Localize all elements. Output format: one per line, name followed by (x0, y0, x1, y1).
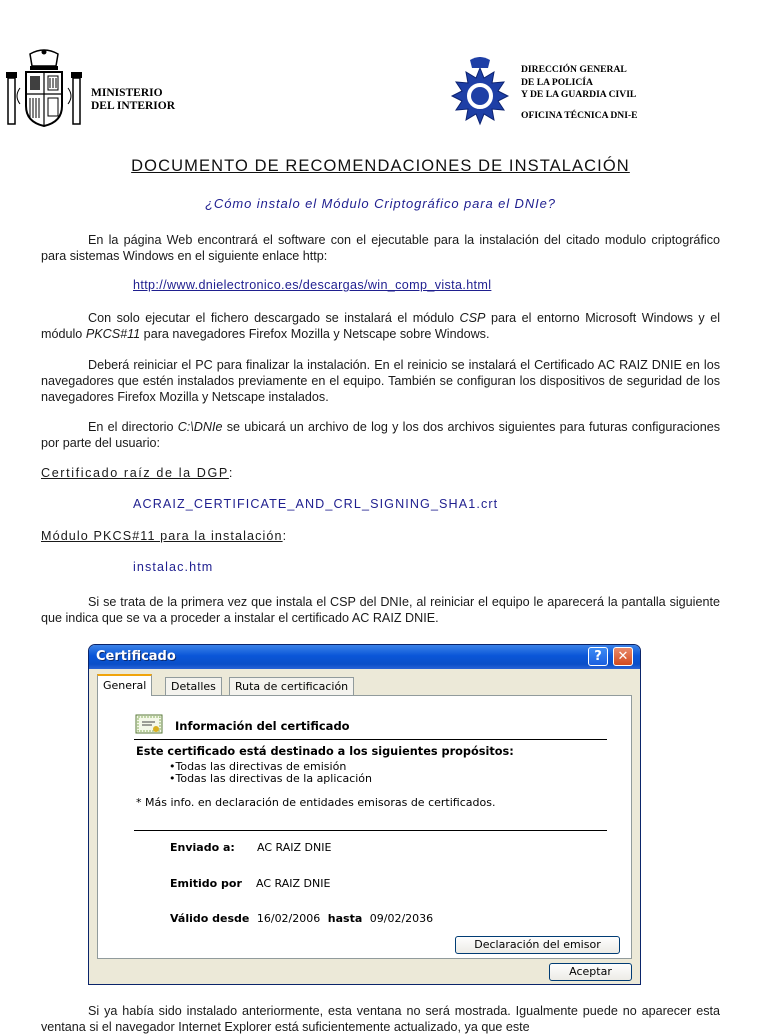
issued-to-value: AC RAIZ DNIE (257, 841, 332, 854)
valid-to-date: 09/02/2036 (369, 912, 434, 925)
paragraph-csp (41, 310, 720, 342)
paragraph-first-install-text: Si se trata de la primera vez que instala el CSP del DNIe, al reiniciar el equipo le aparecerá la pantalla siguiente que indica que se va a proceder a instalar el certificado AC RAIZ DNIE. (41, 595, 720, 625)
tab-ruta-label: Ruta de certificación (235, 680, 349, 693)
pkcs-label: Módulo PKCS#11 para la instalación (41, 529, 283, 543)
dialog-titlebar[interactable] (89, 645, 640, 669)
dg-line2: DE LA POLICÍA (521, 76, 593, 88)
download-link[interactable]: http://www.dnielectronico.es/descargas/win_comp_vista.html (133, 278, 492, 292)
issued-by-value: AC RAIZ DNIE (256, 877, 331, 890)
certificate-icon (135, 714, 163, 736)
tab-general-label: General (103, 679, 147, 692)
validity-row (170, 912, 433, 925)
policia-badge-logo (448, 56, 512, 140)
paragraph-csp-text-a: Con solo ejecutar el fichero descargado se instalará el módulo (88, 311, 460, 325)
separator-bottom (134, 830, 607, 831)
directory-path: C:\DNIe (177, 420, 223, 434)
cert-label: Certificado raíz de la DGP (41, 466, 229, 480)
purpose-item: •Todas las directivas de emisión (169, 760, 347, 773)
paragraph-csp-text-b: para el entorno Microsoft Windows y el módulo (41, 311, 720, 341)
accept-button[interactable]: Aceptar (549, 963, 632, 981)
info-heading: Información del certificado (175, 719, 350, 733)
close-button[interactable]: ✕ (613, 647, 633, 666)
paragraph-csp-text-c: para navegadores Firefox Mozilla y Netscape sobre Windows. (140, 327, 490, 341)
paragraph-directory-text-a: En el directorio (88, 420, 178, 434)
dialog-title: Certificado (96, 649, 176, 664)
pkcs-term: PKCS#11 (85, 327, 141, 341)
ministerio-line1: MINISTERIO (91, 87, 163, 99)
cert-label-line: Certificado raíz de la DGP: (41, 466, 234, 480)
help-button[interactable]: ? (588, 647, 608, 666)
more-info-note: * Más info. en declaración de entidades emisoras de certificados. (136, 796, 496, 809)
paragraph-already-installed (41, 1003, 720, 1035)
valid-to-label: hasta (327, 912, 363, 925)
issued-to-label: Enviado a: (170, 841, 235, 854)
purpose-item: •Todas las directivas de la aplicación (169, 772, 372, 785)
tab-detalles[interactable] (165, 677, 222, 695)
paragraph-reboot-text: Deberá reiniciar el PC para finalizar la instalación. En el reinicio se instalará el Certificado AC RAIZ DNIE en los navegadores que estén instalados previamente en el equipo. También se configuran los dispositivos de seguridad de los navegadores Firefox Mozilla y Netscape instalados. (41, 358, 720, 404)
paragraph-already-installed-text: Si ya había sido instalado anteriormente, esta ventana no será mostrada. Igualmente puede no aparecer esta ventana si el navegador Internet Explorer está suficientemente actualizado, ya que este (41, 1004, 720, 1034)
certificate-dialog (88, 644, 641, 985)
paragraph-first-install (41, 594, 720, 626)
issued-by-label: Emitido por (170, 877, 242, 890)
document-title: DOCUMENTO DE RECOMENDACIONES DE INSTALACIÓN (131, 157, 630, 175)
paragraph-directory (41, 419, 720, 451)
paragraph-intro-text: En la página Web encontrará el software con el ejecutable para la instalación del citado modulo criptográfico para sistemas Windows en el siguiente enlace http: (41, 233, 720, 263)
spain-coat-of-arms-logo (6, 48, 82, 132)
csp-term: CSP (459, 311, 486, 325)
ministerio-line2: DEL INTERIOR (91, 100, 176, 112)
tab-ruta[interactable] (229, 677, 354, 695)
general-panel (97, 695, 632, 959)
dg-line1: DIRECCIÓN GENERAL (521, 64, 627, 75)
tab-detalles-label: Detalles (171, 680, 216, 693)
valid-from-label: Válido desde (170, 912, 250, 925)
oficina-tecnica: OFICINA TÉCNICA DNI-E (521, 109, 638, 121)
separator-top (134, 739, 607, 740)
paragraph-reboot (41, 357, 720, 405)
paragraph-directory-text-b: se ubicará un archivo de log y los dos archivos siguientes para futuras configuraciones por parte del usuario: (41, 420, 721, 450)
pkcs-file: instalac.htm (133, 560, 214, 574)
document-subtitle: ¿Cómo instalo el Módulo Criptográfico para el DNIe? (205, 196, 556, 211)
cert-file: ACRAIZ_CERTIFICATE_AND_CRL_SIGNING_SHA1.crt (133, 497, 499, 511)
tab-general[interactable] (97, 674, 152, 696)
valid-from-date: 16/02/2006 (256, 912, 321, 925)
pkcs-label-line: Módulo PKCS#11 para la instalación: (41, 529, 288, 543)
issuer-statement-button[interactable]: Declaración del emisor (455, 936, 620, 954)
dg-line3: Y DE LA GUARDIA CIVIL (521, 89, 637, 100)
purpose-heading: Este certificado está destinado a los siguientes propósitos: (136, 745, 514, 758)
paragraph-intro (41, 232, 720, 264)
